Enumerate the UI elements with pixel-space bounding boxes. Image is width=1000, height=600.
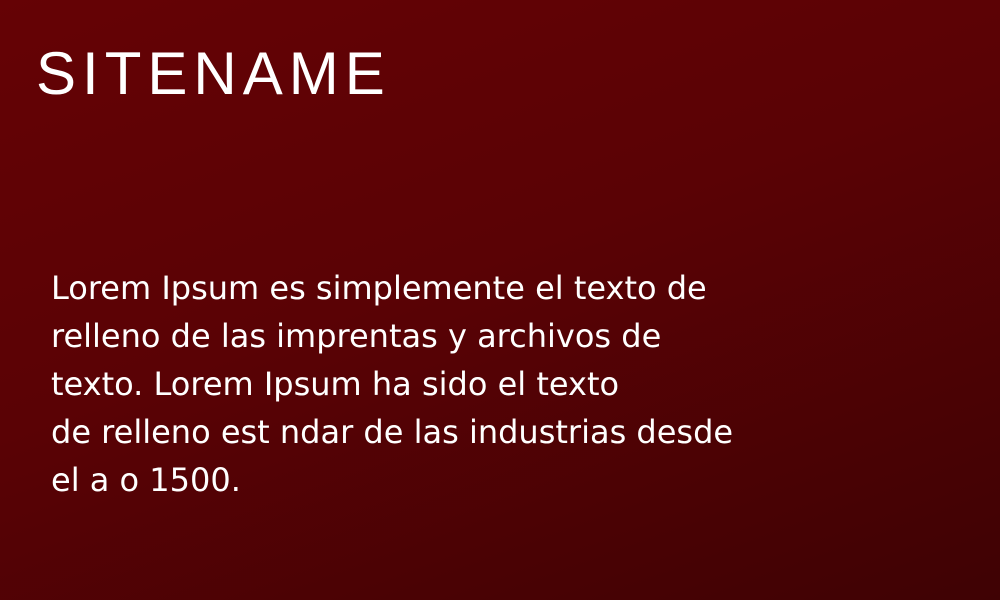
body-paragraph bbox=[51, 264, 951, 504]
site-name-logo[interactable]: SITENAME bbox=[36, 40, 391, 107]
body-line: de relleno est ndar de las industrias desde bbox=[51, 413, 734, 451]
body-line: Lorem Ipsum es simplemente el texto de bbox=[51, 269, 707, 307]
body-line: texto. Lorem Ipsum ha sido el texto bbox=[51, 365, 620, 403]
body-line: el a o 1500. bbox=[51, 461, 241, 499]
body-line: relleno de las imprentas y archivos de bbox=[51, 317, 662, 355]
